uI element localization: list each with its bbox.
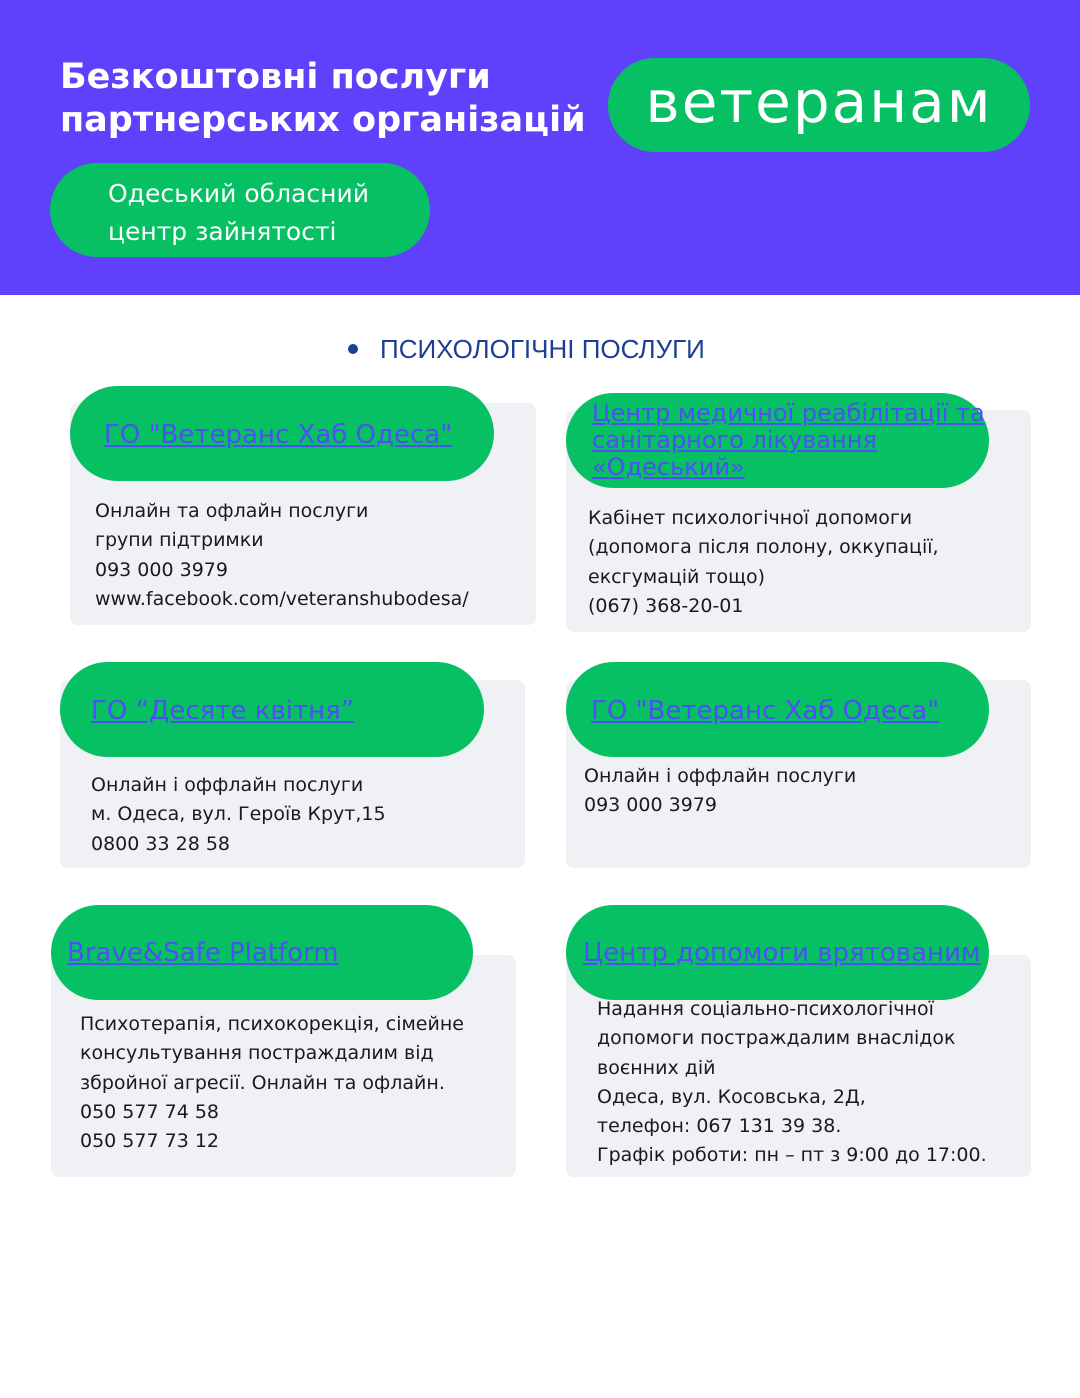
card-body-veterans-hub-1 (95, 497, 469, 614)
veterans-badge (608, 58, 1030, 152)
card-phone: 0800 33 28 58 (91, 832, 231, 855)
card-line: воєнних дій (597, 1056, 716, 1079)
page-title-line-2: партнерських організацій (60, 100, 586, 140)
bullet-icon (348, 344, 358, 354)
card-line: Психотерапія, психокорекція, сімейне (80, 1013, 464, 1035)
card-phone: 050 577 73 12 (80, 1130, 220, 1153)
card-link-rescue-center[interactable]: Центр допомоги врятованим (583, 938, 981, 968)
employment-center-line-2: центр зайнятості (108, 217, 337, 246)
card-phone: (067) 368-20-01 (588, 594, 744, 617)
card-body-veterans-hub-2 (584, 762, 856, 821)
card-schedule: Графік роботи: пн – пт з 9:00 до 17:00. (597, 1144, 987, 1167)
employment-center-line-1: Одеський обласний (108, 179, 369, 208)
veterans-badge-label: ветеранам (645, 68, 993, 136)
card-phone: 093 000 3979 (95, 558, 228, 581)
card-line: Кабінет психологічної допомоги (588, 507, 913, 529)
card-link-line: Центр медичної реабілітації та (592, 399, 985, 427)
section-heading-text: ПСИХОЛОГІЧНІ ПОСЛУГИ (380, 334, 705, 364)
card-link-veterans-hub-2[interactable]: ГО "Ветеранс Хаб Одеса" (591, 696, 940, 726)
header-banner (0, 0, 1080, 295)
card-line: допомоги постраждалим внаслідок (597, 1027, 956, 1050)
card-line: Онлайн та офлайн послуги (95, 500, 369, 522)
card-body-brave-safe (80, 1010, 464, 1156)
card-line: Онлайн і оффлайн послуги (91, 774, 364, 796)
card-link-line: санітарного лікування (592, 426, 877, 454)
page-title-line-1: Безкоштовні послуги (60, 57, 491, 97)
employment-center-label (108, 175, 369, 251)
card-phone: 093 000 3979 (584, 794, 717, 817)
card-line: збройної агресії. Онлайн та офлайн. (80, 1071, 445, 1094)
card-line: (допомога після полону, оккупації, (588, 536, 939, 559)
card-body-rehab-center (588, 504, 939, 621)
card-link-brave-safe[interactable]: Brave&Safe Platform (67, 938, 339, 968)
card-line: групи підтримки (95, 529, 264, 552)
card-address: Одеса, вул. Косовська, 2Д, (597, 1085, 866, 1108)
page-title (60, 56, 586, 142)
card-link-tenth-april[interactable]: ГО “Десяте квітня” (91, 696, 355, 726)
employment-center-badge (50, 163, 430, 257)
card-link-veterans-hub-1[interactable]: ГО "Ветеранс Хаб Одеса" (104, 420, 453, 450)
card-link-rehab-center[interactable] (592, 400, 985, 481)
card-phone: телефон: 067 131 39 38. (597, 1115, 842, 1138)
card-line: ексгумацій тощо) (588, 565, 766, 588)
card-line: консультування постраждалим від (80, 1042, 434, 1065)
card-body-rescue-center (597, 995, 987, 1171)
card-link-line: «Одеський» (592, 453, 745, 481)
card-body-tenth-april (91, 771, 386, 859)
card-line: Надання соціально-психологічної (597, 998, 934, 1020)
card-website: www.facebook.com/veteranshubodesa/ (95, 587, 469, 610)
card-line: Онлайн і оффлайн послуги (584, 765, 857, 787)
card-address: м. Одеса, вул. Героїв Крут,15 (91, 803, 386, 826)
section-heading (348, 333, 705, 365)
card-phone: 050 577 74 58 (80, 1100, 220, 1123)
